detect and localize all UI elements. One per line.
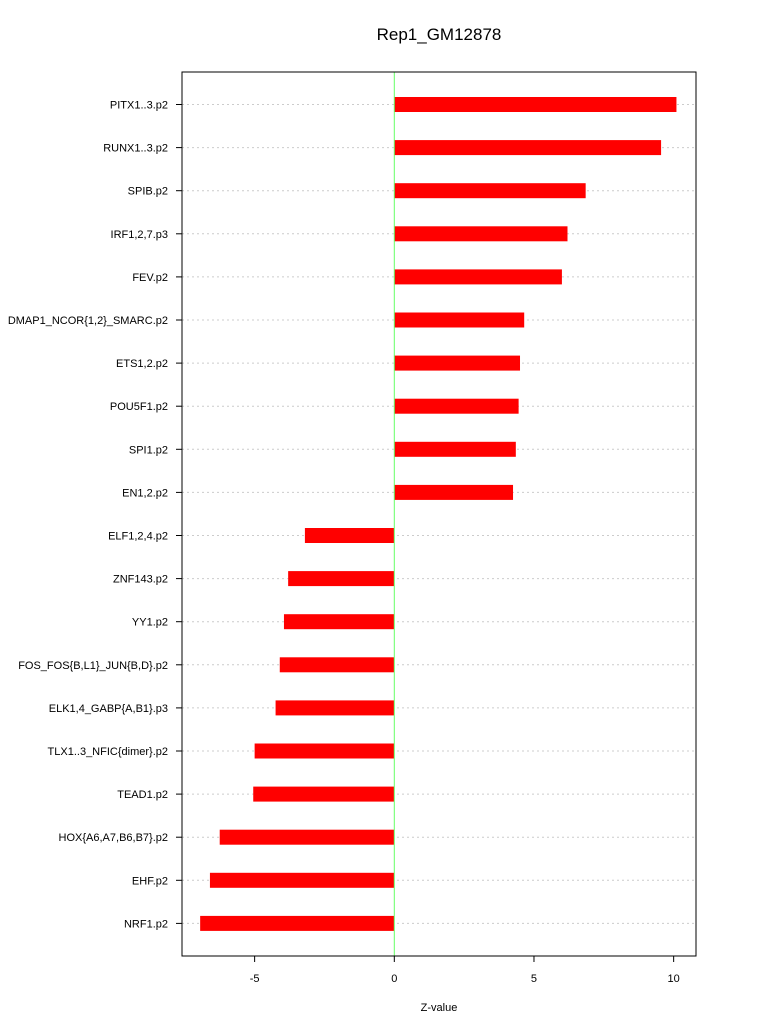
bar — [200, 916, 394, 931]
bar — [210, 873, 394, 888]
category-label: NRF1.p2 — [123, 918, 168, 931]
bar — [255, 744, 395, 759]
category-label: POU5F1.p2 — [109, 401, 168, 414]
bar — [394, 226, 567, 241]
bar — [394, 269, 562, 284]
bar — [394, 97, 676, 112]
category-labels — [8, 100, 182, 931]
bars — [200, 97, 676, 931]
category-label: TLX1..3_NFIC{dimer}.p2 — [47, 746, 168, 758]
category-label: SPIB.p2 — [127, 185, 168, 198]
bar — [253, 787, 394, 802]
category-label: EN1,2.p2 — [122, 487, 168, 500]
category-label: FEV.p2 — [132, 271, 168, 284]
bar — [288, 571, 394, 586]
bar — [394, 356, 520, 371]
category-label: TEAD1.p2 — [117, 789, 168, 802]
category-label: DMAP1_NCOR{1,2}_SMARC.p2 — [7, 315, 168, 327]
category-label: ETS1,2.p2 — [116, 358, 168, 371]
bar — [276, 700, 395, 715]
category-label: ZNF143.p2 — [112, 573, 168, 586]
chart-title: Rep1_GM12878 — [376, 25, 502, 44]
category-label: ELF1,2,4.p2 — [108, 530, 168, 543]
category-label: RUNX1..3.p2 — [103, 142, 168, 155]
x-tick-label: -5 — [249, 973, 260, 985]
category-label: HOX{A6,A7,B6,B7}.p2 — [58, 832, 168, 845]
x-tick-label: 0 — [391, 973, 398, 985]
bar — [305, 528, 394, 543]
category-label: SPI1.p2 — [128, 444, 168, 457]
bar — [280, 657, 395, 672]
x-axis-title: Z-value — [420, 1002, 458, 1014]
bar — [394, 399, 518, 414]
bar — [220, 830, 395, 845]
category-label: EHF.p2 — [131, 875, 168, 888]
bar — [394, 485, 513, 500]
bar — [394, 140, 661, 155]
category-label: IRF1,2,7.p3 — [110, 228, 168, 241]
category-label: ELK1,4_GABP{A,B1}.p3 — [48, 702, 168, 715]
x-tick-label: 5 — [530, 973, 538, 985]
bar — [394, 313, 524, 328]
category-label: YY1.p2 — [131, 616, 168, 629]
plot-frame — [182, 72, 696, 956]
category-label: PITX1..3.p2 — [109, 99, 168, 112]
x-axis — [250, 956, 680, 985]
category-label: FOS_FOS{B,L1}_JUN{B,D}.p2 — [18, 659, 168, 672]
x-tick-label: 10 — [667, 973, 680, 985]
bar — [394, 442, 516, 457]
bar — [284, 614, 394, 629]
bar — [394, 183, 585, 198]
